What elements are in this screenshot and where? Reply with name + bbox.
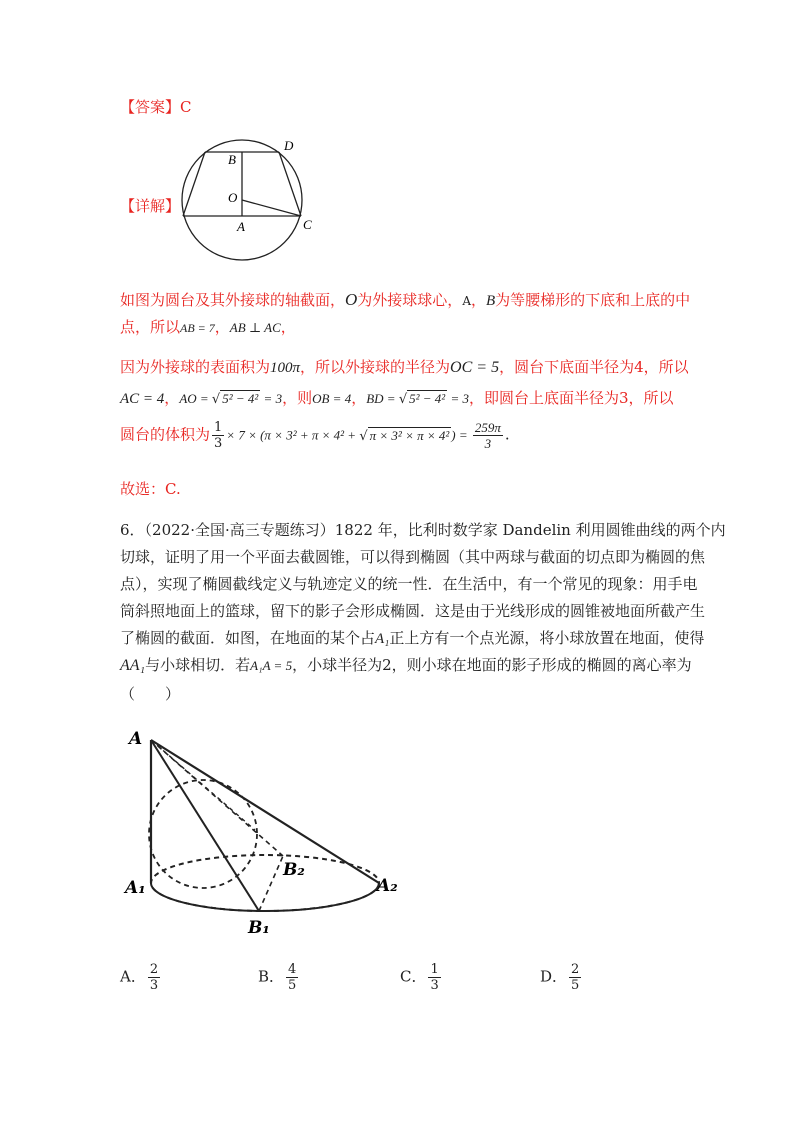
radius-oc [242,200,301,216]
answer-line [120,96,192,117]
label-c: C [303,217,312,232]
line-a-a2 [151,740,379,883]
label-a2: A₂ [377,876,398,896]
answer-value: C [180,98,192,116]
option-b[interactable]: B． $\frac{4}{5}$ [258,962,297,993]
question-6-paren: （ ） [120,685,181,703]
solution-line-5: 圆台的体积为 $\frac{1}{3}$ × 7 × (π × 3² + π × 4² + √ π × 3² × π × 4² ) = $\frac{259\pi}{3}$ . [120,420,510,451]
label-d: D [284,138,294,153]
label-o: O [228,190,238,205]
line-b1-b2 [259,856,283,911]
question-6-line-4: 筒斜照地面上的篮球，留下的影子会形成椭圆．这是由于光线形成的圆锥被地面所截产生 [120,602,706,620]
label-a1: A₁ [125,878,146,898]
question-6-line-5: 了椭圆的截面．如图，在地面的某个占A₁正上方有一个点光源，将小球放置在地面，使得 [120,629,705,647]
trapezoid-left [183,152,205,216]
question-6-line-6: AA₁与小球相切．若A₁A = 5，小球半径为2，则小球在地面的影子形成的椭圆的离心率为 [120,656,692,674]
line-a-b1 [151,740,259,911]
solution-line-4: AC = 4，AO = √ 5² − 4² = 3，则OB = 4，BD = √ 5² − 4² = 3，即圆台上底面半径为3，所以 [120,389,674,407]
solution-line-3: 因为外接球的表面积为100π，所以外接球的半径为OC = 5，圆台下底面半径为4，所以 [120,358,689,376]
label-b2: B₂ [283,860,305,880]
question-6-line-2: 切球，证明了用一个平面去截圆锥，可以得到椭圆（其中两球与截面的切点即为椭圆的焦 [120,548,706,566]
figure-cone-ball-shadow [115,718,415,943]
figure-frustum-sphere [170,134,330,264]
solution-conclusion: 故选：C. [120,480,181,498]
label-b: B [228,152,236,167]
trapezoid-right [279,152,301,216]
answer-label: 【答案】 [120,98,181,116]
ellipse-front-solid [151,883,379,911]
question-6-line-3: 点），实现了椭圆截线定义与轨迹定义的统一性．在生活中，有一个常见的现象：用手电 [120,575,698,593]
detail-label: 【详解】 [120,197,181,215]
option-a[interactable]: A． $\frac{2}{3}$ [120,962,159,993]
solution-line-2: 点，所以AB = 7，AB ⊥ AC， [120,318,296,336]
option-d[interactable]: D． $\frac{2}{5}$ [540,962,580,993]
label-b1: B₁ [248,918,270,938]
label-a: A [129,729,143,749]
solution-line-1: 如图为圆台及其外接球的轴截面，O为外接球球心，A，B为等腰梯形的下底和上底的中 [120,290,691,309]
option-c[interactable]: C． $\frac{1}{3}$ [400,962,439,993]
label-a: A [237,219,245,234]
question-6-line-1: 6．（2022·全国·高三专题练习）1822 年，比利时数学家 Dandelin 利用圆锥曲线的两个内 [120,521,726,539]
